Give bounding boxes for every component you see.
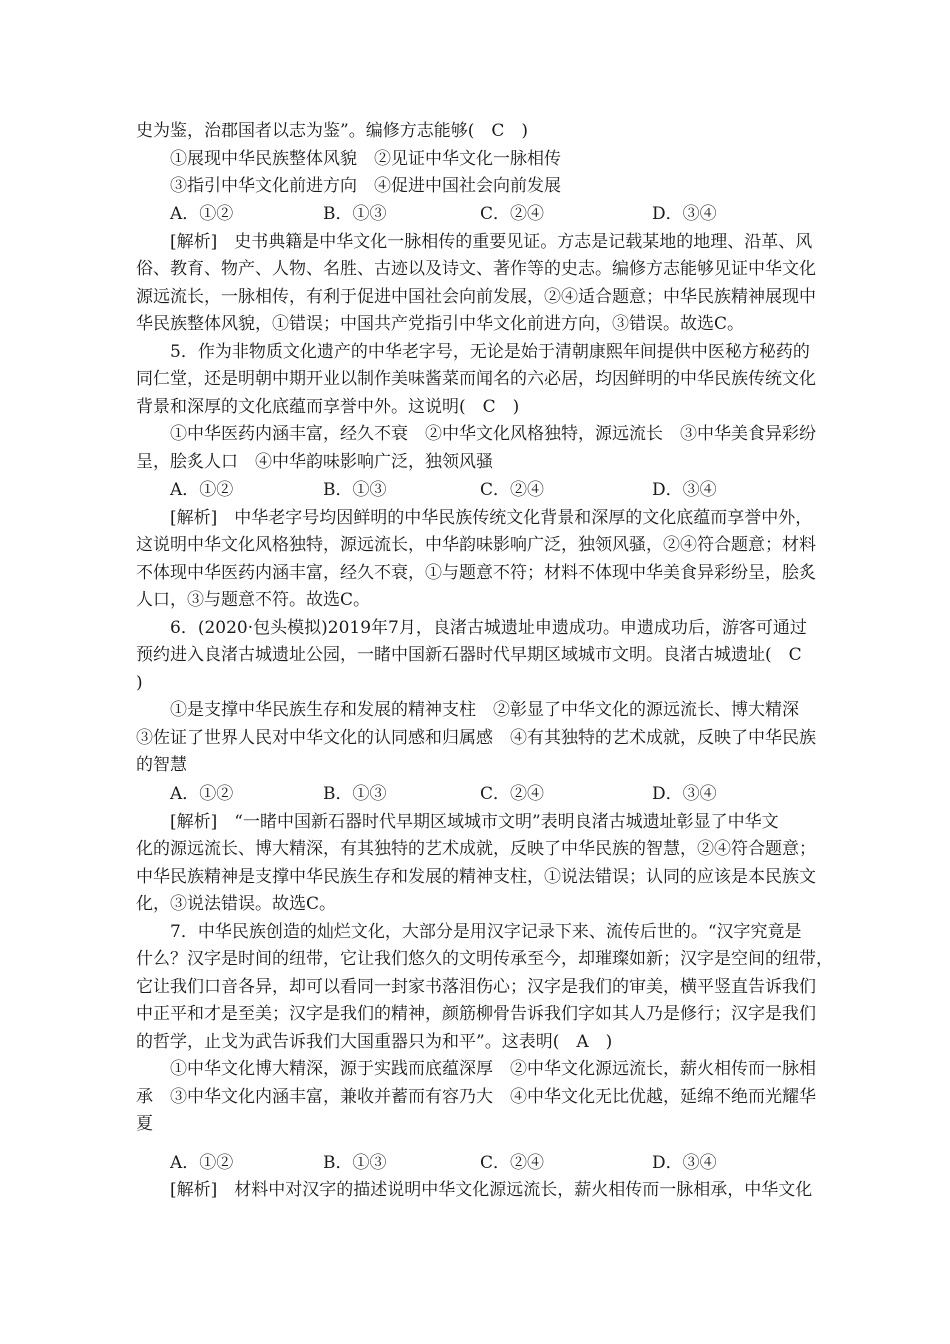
- option-c: C．②④: [480, 1153, 545, 1173]
- text-line: 的哲学，止戈为武告诉我们大国重器只为和平”。这表明( A ): [136, 1032, 613, 1052]
- option-b: B．①③: [323, 784, 387, 804]
- analysis-line: 人口，③与题意不符。故选C。: [136, 590, 371, 610]
- analysis-line: [解析] 材料中对汉字的描述说明中华文化源远流长，薪火相传而一脉相承，中华文化: [170, 1180, 813, 1200]
- question-5-stem: 5．作为非物质文化遗产的中华老字号，无论是始于清朝康熙年间提供中医秘方秘药的: [170, 342, 810, 362]
- question-6-stem: 6．(2020·包头模拟)2019年7月，良渚古城遗址申遗成功。申遗成功后，游客可通过: [170, 618, 807, 638]
- option-c: C．②④: [480, 204, 545, 224]
- text-line: ①展现中华民族整体风貌 ②见证中华文化一脉相传: [170, 149, 561, 169]
- option-d: D．③④: [652, 784, 717, 804]
- analysis-line: 化的源远流长、博大精深，有其独特的艺术成就，反映了中华民族的智慧，②④符合题意；: [136, 839, 816, 859]
- question-7-stem: 7．中华民族创造的灿烂文化，大部分是用汉字记录下来、流传后世的。“汉字究竟是: [170, 922, 802, 942]
- text-line: 呈，脍炙人口 ④中华韵味影响广泛，独领风骚: [136, 452, 493, 472]
- analysis-line: 华民族整体风貌，①错误；中国共产党指引中华文化前进方向，③错误。故选C。: [136, 314, 745, 334]
- option-c: C．②④: [480, 480, 545, 500]
- option-d: D．③④: [652, 1153, 717, 1173]
- analysis-line: 中华民族精神是支撑中华民族生存和发展的精神支柱，①说法错误；认同的应该是本民族文: [136, 867, 816, 887]
- text-line: ③佐证了世界人民对中华文化的认同感和归属感 ④有其独特的艺术成就，反映了中华民族: [136, 728, 816, 748]
- text-line: 中正平和才是至美；汉字是我们的精神，颜筋柳骨告诉我们字如其人乃是修行；汉字是我们: [136, 1004, 816, 1024]
- option-b: B．①③: [323, 480, 387, 500]
- analysis-line: 这说明中华文化风格独特，源远流长，中华韵味影响广泛，独领风骚，②④符合题意；材料: [136, 535, 816, 555]
- option-d: D．③④: [652, 480, 717, 500]
- analysis-line: 源远流长，一脉相传，有利于促进中国社会向前发展，②④适合题意；中华民族精神展现中: [136, 287, 816, 307]
- text-line: 背景和深厚的文化底蕴而享誉中外。这说明( C ): [136, 397, 520, 417]
- text-line: 夏: [136, 1114, 153, 1134]
- text-line: 同仁堂，还是明朝中期开业以制作美味酱菜而闻名的六必居，均因鲜明的中华民族传统文化: [136, 369, 816, 389]
- analysis-line: 俗、教育、物产、人物、名胜、古迹以及诗文、著作等的史志。编修方志能够见证中华文化: [136, 259, 816, 279]
- text-line: 预约进入良渚古城遗址公园，一睹中国新石器时代早期区域城市文明。良渚古城遗址( C: [136, 645, 802, 665]
- text-line: 史为鉴，治郡国者以志为鉴”。编修方志能够( C ): [136, 121, 528, 141]
- text-line: 承 ③中华文化内涵丰富，兼收并蓄而有容乃大 ④中华文化无比优越，延绵不绝而光耀华: [136, 1087, 816, 1107]
- option-a: A．①②: [170, 1153, 234, 1173]
- option-a: A．①②: [170, 204, 234, 224]
- option-c: C．②④: [480, 784, 545, 804]
- analysis-line: [解析] 史书典籍是中华文化一脉相传的重要见证。方志是记载某地的地理、沿革、风: [170, 232, 813, 252]
- text-line: ①是支撑中华民族生存和发展的精神支柱 ②彰显了中华文化的源远流长、博大精深: [170, 700, 799, 720]
- option-a: A．①②: [170, 480, 234, 500]
- text-line: ③指引中华文化前进方向 ④促进中国社会向前发展: [170, 176, 561, 196]
- text-line: ①中华医药内涵丰富，经久不衰 ②中华文化风格独特，源远流长 ③中华美食异彩纷: [170, 424, 816, 444]
- text-line: 的智慧: [136, 755, 187, 775]
- option-b: B．①③: [323, 204, 387, 224]
- analysis-line: [解析] 中华老字号均因鲜明的中华民族传统文化背景和深厚的文化底蕴而享誉中外，: [170, 508, 813, 528]
- text-line: 什么？汉字是时间的纽带，它让我们悠久的文明传承至今，却璀璨如新；汉字是空间的纽带，: [136, 949, 833, 969]
- text-line: ): [136, 673, 143, 693]
- text-line: ①中华文化博大精深，源于实践而底蕴深厚 ②中华文化源远流长，薪火相传而一脉相: [170, 1059, 816, 1079]
- option-b: B．①③: [323, 1153, 387, 1173]
- analysis-line: 不体现中华医药内涵丰富，经久不衰，①与题意不符；材料不体现中华美食异彩纷呈，脍炙: [136, 563, 816, 583]
- analysis-line: 化，③说法错误。故选C。: [136, 894, 337, 914]
- option-a: A．①②: [170, 784, 234, 804]
- option-d: D．③④: [652, 204, 717, 224]
- analysis-line: [解析] “一睹中国新石器时代早期区域城市文明”表明良渚古城遗址彰显了中华文: [170, 812, 779, 832]
- text-line: 它让我们口音各异，却可以看同一封家书落泪伤心；汉字是我们的审美，横平竖直告诉我们: [136, 977, 816, 997]
